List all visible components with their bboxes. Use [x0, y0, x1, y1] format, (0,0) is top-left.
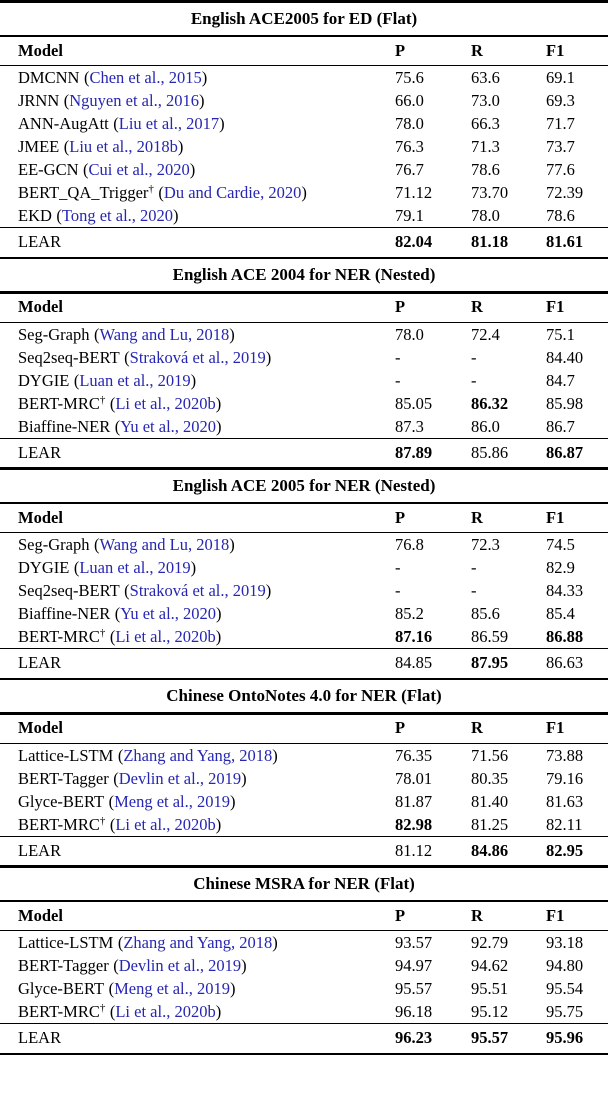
- citation-link[interactable]: Li et al., 2020b: [115, 1002, 216, 1021]
- model-name: EKD: [18, 206, 52, 225]
- column-header-f1: F1: [546, 718, 565, 737]
- open-paren: (: [124, 581, 130, 600]
- table-body: [0, 744, 608, 836]
- table-body: [0, 66, 608, 227]
- f1-value: 95.54: [546, 979, 584, 998]
- recall-value: 72.4: [471, 324, 500, 344]
- column-header-f1: F1: [546, 297, 565, 316]
- precision-value: 78.01: [395, 768, 433, 788]
- precision-value: 76.7: [395, 160, 424, 179]
- model-cell: [18, 579, 395, 602]
- table-row: [0, 204, 608, 227]
- model-cell: [18, 158, 395, 181]
- model-name: ANN-AugAtt: [18, 114, 109, 133]
- summary-row: [0, 837, 608, 866]
- open-paren: (: [109, 814, 116, 834]
- column-header-model: Model: [18, 297, 63, 316]
- dagger-mark: †: [148, 183, 154, 195]
- model-name: JMEE: [18, 137, 60, 156]
- close-paren: ): [265, 347, 272, 367]
- column-header-recall: R: [471, 507, 483, 527]
- table-row: [0, 346, 608, 369]
- table-header-row: [0, 37, 608, 65]
- summary-recall-value: 87.95: [471, 653, 509, 672]
- summary-model-name: LEAR: [18, 442, 62, 462]
- open-paren: (: [109, 627, 116, 646]
- model-cell: [18, 392, 395, 415]
- summary-f1-value: 86.63: [546, 653, 584, 672]
- table-title: Chinese OntoNotes 4.0 for NER (Flat): [166, 686, 442, 705]
- open-paren: (: [109, 1002, 116, 1021]
- close-paren: ): [189, 160, 196, 179]
- summary-precision-value: 87.89: [395, 442, 433, 462]
- f1-value: 84.7: [546, 370, 575, 390]
- f1-value: 84.33: [546, 581, 584, 600]
- f1-value: 73.7: [546, 137, 575, 156]
- summary-row: [0, 649, 608, 678]
- recall-value: 86.32: [471, 393, 509, 413]
- open-paren: (: [63, 137, 70, 156]
- f1-value: 74.5: [546, 535, 575, 554]
- model-cell: [18, 744, 395, 767]
- model-cell: [18, 135, 395, 158]
- summary-model-name: LEAR: [18, 232, 62, 251]
- recall-value: -: [471, 581, 477, 600]
- open-paren: (: [113, 114, 119, 133]
- table-header-row: [0, 294, 608, 322]
- table-row: [0, 158, 608, 181]
- table-row: [0, 415, 608, 438]
- column-header-recall: R: [471, 40, 483, 60]
- model-name: Lattice-LSTM: [18, 933, 114, 952]
- table-header-row: [0, 902, 608, 930]
- recall-value: 66.3: [471, 114, 500, 133]
- table-row: [0, 813, 608, 836]
- precision-value: 93.57: [395, 933, 433, 952]
- recall-value: 81.25: [471, 814, 509, 834]
- table-row: [0, 767, 608, 790]
- table-body: [0, 533, 608, 648]
- close-paren: ): [272, 933, 278, 952]
- model-cell: [18, 369, 395, 392]
- column-header-model: Model: [18, 718, 63, 737]
- open-paren: (: [113, 768, 119, 788]
- citation-link[interactable]: Luan et al., 2019: [79, 370, 191, 390]
- model-name: BERT-MRC: [18, 627, 100, 646]
- model-cell: [18, 931, 395, 954]
- column-header-precision: P: [395, 718, 406, 737]
- summary-recall-value: 84.86: [471, 840, 509, 860]
- model-cell: [18, 533, 395, 556]
- summary-f1-value: 95.96: [546, 1028, 584, 1047]
- precision-value: -: [395, 581, 401, 600]
- open-paren: (: [108, 979, 115, 998]
- citation-link[interactable]: Devlin et al., 2019: [118, 956, 242, 975]
- close-paren: ): [301, 183, 307, 202]
- citation-link[interactable]: Li et al., 2020b: [115, 627, 216, 646]
- model-name: Seq2seq-BERT: [18, 347, 120, 367]
- citation-link[interactable]: Zhang and Yang, 2018: [123, 745, 273, 765]
- f1-value: 86.88: [546, 627, 584, 646]
- open-paren: (: [56, 206, 62, 225]
- table-row: [0, 931, 608, 954]
- recall-value: 73.70: [471, 183, 509, 202]
- close-paren: ): [201, 68, 208, 87]
- recall-value: 72.3: [471, 535, 500, 554]
- recall-value: 81.40: [471, 791, 509, 811]
- table-title: Chinese MSRA for NER (Flat): [193, 873, 415, 893]
- model-name: Glyce-BERT: [18, 979, 105, 998]
- open-paren: (: [63, 91, 70, 110]
- model-cell: [18, 346, 395, 369]
- precision-value: 76.3: [395, 137, 424, 156]
- close-paren: ): [230, 791, 236, 811]
- table-row: [0, 744, 608, 767]
- citation-link[interactable]: Meng et al., 2019: [114, 791, 231, 811]
- model-name: DYGIE: [18, 370, 70, 390]
- open-paren: (: [113, 956, 119, 975]
- summary-row: [0, 439, 608, 468]
- precision-value: 94.97: [395, 956, 433, 975]
- model-name: Seq2seq-BERT: [18, 581, 120, 600]
- table-row: [0, 954, 608, 977]
- f1-value: 78.6: [546, 206, 575, 225]
- summary-f1-value: 82.95: [546, 840, 584, 860]
- model-cell: [18, 204, 395, 227]
- model-name: DYGIE: [18, 558, 70, 577]
- open-paren: (: [117, 933, 124, 952]
- citation-link[interactable]: Li et al., 2020b: [115, 814, 216, 834]
- close-paren: ): [241, 956, 247, 975]
- summary-precision-value: 84.85: [395, 653, 433, 672]
- model-name: BERT-Tagger: [18, 768, 109, 788]
- model-name: Seg-Graph: [18, 324, 90, 344]
- citation-link[interactable]: Meng et al., 2019: [114, 979, 231, 998]
- recall-value: 95.12: [471, 1002, 509, 1021]
- close-paren: ): [272, 745, 278, 765]
- close-paren: ): [265, 581, 272, 600]
- table-row: [0, 66, 608, 89]
- recall-value: 94.62: [471, 956, 509, 975]
- open-paren: (: [109, 393, 116, 413]
- f1-value: 85.4: [546, 604, 575, 623]
- table-row: [0, 392, 608, 415]
- summary-model-name: LEAR: [18, 840, 62, 860]
- summary-precision-value: 81.12: [395, 840, 433, 860]
- summary-recall-value: 81.18: [471, 232, 509, 251]
- recall-value: 92.79: [471, 933, 509, 952]
- open-paren: (: [117, 745, 124, 765]
- table-row: [0, 579, 608, 602]
- summary-model-name: LEAR: [18, 1028, 62, 1047]
- model-cell: [18, 556, 395, 579]
- model-cell: [18, 181, 395, 204]
- open-paren: (: [114, 604, 121, 623]
- f1-value: 95.75: [546, 1002, 584, 1021]
- table-row: [0, 602, 608, 625]
- f1-value: 94.80: [546, 956, 584, 975]
- column-header-recall: R: [471, 718, 483, 737]
- close-paren: ): [198, 91, 205, 110]
- close-paren: ): [215, 393, 222, 413]
- table-row: [0, 533, 608, 556]
- citation-link[interactable]: Li et al., 2020b: [115, 393, 216, 413]
- column-header-precision: P: [395, 905, 406, 925]
- f1-value: 81.63: [546, 791, 584, 811]
- summary-row: [0, 228, 608, 257]
- open-paren: (: [158, 183, 164, 202]
- model-name: Lattice-LSTM: [18, 745, 114, 765]
- open-paren: (: [114, 416, 121, 436]
- f1-value: 69.3: [546, 91, 575, 110]
- citation-link[interactable]: Wang and Lu, 2018: [99, 535, 230, 554]
- model-name: DMCNN: [18, 68, 80, 87]
- recall-value: -: [471, 370, 477, 390]
- recall-value: 73.0: [471, 91, 500, 110]
- table-body: [0, 931, 608, 1023]
- f1-value: 73.88: [546, 745, 584, 765]
- table-title: English ACE 2004 for NER (Nested): [172, 265, 436, 284]
- summary-precision-value: 96.23: [395, 1028, 433, 1047]
- recall-value: 80.35: [471, 768, 509, 788]
- model-cell: [18, 415, 395, 438]
- precision-value: -: [395, 370, 401, 390]
- close-paren: ): [230, 979, 236, 998]
- precision-value: -: [395, 347, 401, 367]
- column-header-f1: F1: [546, 905, 565, 925]
- column-header-recall: R: [471, 297, 483, 316]
- column-header-model: Model: [18, 905, 63, 925]
- f1-value: 86.7: [546, 416, 575, 436]
- f1-value: 85.98: [546, 393, 584, 413]
- model-cell: [18, 1000, 395, 1023]
- precision-value: 78.0: [395, 324, 424, 344]
- precision-value: 79.1: [395, 206, 424, 225]
- precision-value: 96.18: [395, 1002, 433, 1021]
- model-name: BERT-MRC: [18, 814, 100, 834]
- recall-value: -: [471, 347, 477, 367]
- results-table: [0, 467, 608, 678]
- precision-value: 76.35: [395, 745, 433, 765]
- summary-recall-value: 95.57: [471, 1028, 509, 1047]
- summary-f1-value: 86.87: [546, 442, 584, 462]
- citation-link[interactable]: Straková et al., 2019: [129, 581, 266, 600]
- column-header-f1: F1: [546, 507, 565, 527]
- close-paren: ): [241, 768, 247, 788]
- model-cell: [18, 954, 395, 977]
- citation-link[interactable]: Zhang and Yang, 2018: [123, 933, 273, 952]
- open-paren: (: [124, 347, 130, 367]
- dagger-mark: †: [99, 627, 106, 639]
- table-row: [0, 323, 608, 346]
- recall-value: 78.0: [471, 206, 500, 225]
- close-paren: ): [215, 1002, 222, 1021]
- f1-value: 93.18: [546, 933, 584, 952]
- column-header-precision: P: [395, 40, 406, 60]
- column-header-recall: R: [471, 905, 483, 925]
- column-header-f1: F1: [546, 40, 565, 60]
- citation-link[interactable]: Devlin et al., 2019: [118, 768, 242, 788]
- close-paren: ): [215, 814, 222, 834]
- recall-value: -: [471, 558, 477, 577]
- model-name: BERT-Tagger: [18, 956, 109, 975]
- precision-value: 87.16: [395, 627, 433, 646]
- recall-value: 85.6: [471, 604, 500, 623]
- model-cell: [18, 89, 395, 112]
- dagger-mark: †: [99, 814, 106, 827]
- model-cell: [18, 813, 395, 836]
- results-table: [0, 257, 608, 468]
- model-name: Seg-Graph: [18, 535, 90, 554]
- model-cell: [18, 602, 395, 625]
- close-paren: ): [173, 206, 179, 225]
- precision-value: 78.0: [395, 114, 424, 133]
- dagger-mark: †: [99, 393, 106, 406]
- table-row: [0, 135, 608, 158]
- model-name: BERT-MRC: [18, 1002, 100, 1021]
- summary-precision-value: 82.04: [395, 232, 433, 251]
- recall-value: 86.0: [471, 416, 500, 436]
- citation-link[interactable]: Yu et al., 2020: [120, 416, 217, 436]
- precision-value: 82.98: [395, 814, 433, 834]
- table-row: [0, 369, 608, 392]
- precision-value: 85.05: [395, 393, 433, 413]
- results-table: [0, 865, 608, 1053]
- model-cell: [18, 112, 395, 135]
- citation-link[interactable]: Chen et al., 2015: [89, 68, 202, 87]
- f1-value: 84.40: [546, 347, 584, 367]
- table-row: [0, 1000, 608, 1023]
- bottom-rule: [0, 1053, 608, 1056]
- f1-value: 77.6: [546, 160, 575, 179]
- f1-value: 79.16: [546, 768, 584, 788]
- open-paren: (: [108, 791, 115, 811]
- recall-value: 86.59: [471, 627, 509, 646]
- recall-value: 95.51: [471, 979, 509, 998]
- model-cell: [18, 66, 395, 89]
- citation-link[interactable]: Nguyen et al., 2016: [69, 91, 199, 110]
- open-paren: (: [83, 160, 89, 179]
- open-paren: (: [93, 324, 100, 344]
- precision-value: 66.0: [395, 91, 424, 110]
- precision-value: 71.12: [395, 183, 433, 202]
- table-header-row: [0, 715, 608, 743]
- model-name: EE-GCN: [18, 160, 79, 179]
- close-paren: ): [215, 627, 222, 646]
- citation-link[interactable]: Cui et al., 2020: [88, 160, 190, 179]
- close-paren: ): [229, 535, 235, 554]
- model-name: Glyce-BERT: [18, 791, 105, 811]
- open-paren: (: [93, 535, 100, 554]
- summary-row: [0, 1024, 608, 1053]
- citation-link[interactable]: Du and Cardie, 2020: [163, 183, 302, 202]
- table-row: [0, 790, 608, 813]
- citation-link[interactable]: Liu et al., 2018b: [69, 137, 178, 156]
- model-name: BERT-MRC: [18, 393, 100, 413]
- citation-link[interactable]: Straková et al., 2019: [129, 347, 266, 367]
- open-paren: (: [73, 558, 80, 577]
- citation-link[interactable]: Yu et al., 2020: [120, 604, 217, 623]
- table-row: [0, 977, 608, 1000]
- citation-link[interactable]: Wang and Lu, 2018: [99, 324, 230, 344]
- model-name: JRNN: [18, 91, 60, 110]
- model-cell: [18, 323, 395, 346]
- close-paren: ): [190, 558, 197, 577]
- open-paren: (: [73, 370, 80, 390]
- dagger-mark: †: [99, 1002, 106, 1014]
- citation-link[interactable]: Tong et al., 2020: [61, 206, 174, 225]
- precision-value: 76.8: [395, 535, 424, 554]
- column-header-precision: P: [395, 507, 406, 527]
- precision-value: 95.57: [395, 979, 433, 998]
- close-paren: ): [219, 114, 225, 133]
- summary-recall-value: 85.86: [471, 442, 509, 462]
- recall-value: 78.6: [471, 160, 500, 179]
- column-header-model: Model: [18, 40, 63, 60]
- precision-value: 85.2: [395, 604, 424, 623]
- model-cell: [18, 625, 395, 648]
- column-header-precision: P: [395, 297, 406, 316]
- summary-model-name: LEAR: [18, 653, 62, 672]
- f1-value: 69.1: [546, 68, 575, 87]
- f1-value: 75.1: [546, 324, 575, 344]
- table-row: [0, 89, 608, 112]
- table-row: [0, 556, 608, 579]
- table-title: English ACE2005 for ED (Flat): [190, 8, 418, 28]
- f1-value: 71.7: [546, 114, 575, 133]
- open-paren: (: [83, 68, 90, 87]
- table-body: [0, 323, 608, 438]
- model-name: Biaffine-NER: [18, 416, 111, 436]
- close-paren: ): [216, 416, 222, 436]
- results-table: [0, 678, 608, 866]
- results-table: [0, 0, 608, 257]
- summary-f1-value: 81.61: [546, 232, 584, 251]
- table-row: [0, 625, 608, 648]
- table-header-row: [0, 504, 608, 532]
- column-header-model: Model: [18, 507, 63, 527]
- recall-value: 71.3: [471, 137, 500, 156]
- model-cell: [18, 767, 395, 790]
- precision-value: 87.3: [395, 416, 424, 436]
- table-row: [0, 112, 608, 135]
- citation-link[interactable]: Liu et al., 2017: [118, 114, 220, 133]
- model-name: Biaffine-NER: [18, 604, 111, 623]
- recall-value: 63.6: [471, 68, 500, 87]
- close-paren: ): [229, 324, 235, 344]
- model-cell: [18, 977, 395, 1000]
- table-row: [0, 181, 608, 204]
- f1-value: 82.11: [546, 814, 583, 834]
- close-paren: ): [177, 137, 184, 156]
- recall-value: 71.56: [471, 745, 509, 765]
- precision-value: 75.6: [395, 68, 424, 87]
- precision-value: 81.87: [395, 791, 433, 811]
- table-title: English ACE 2005 for NER (Nested): [172, 475, 436, 495]
- close-paren: ): [190, 370, 197, 390]
- f1-value: 72.39: [546, 183, 584, 202]
- close-paren: ): [216, 604, 222, 623]
- f1-value: 82.9: [546, 558, 575, 577]
- model-name: BERT_QA_Trigger: [18, 183, 149, 202]
- model-cell: [18, 790, 395, 813]
- citation-link[interactable]: Luan et al., 2019: [79, 558, 191, 577]
- precision-value: -: [395, 558, 401, 577]
